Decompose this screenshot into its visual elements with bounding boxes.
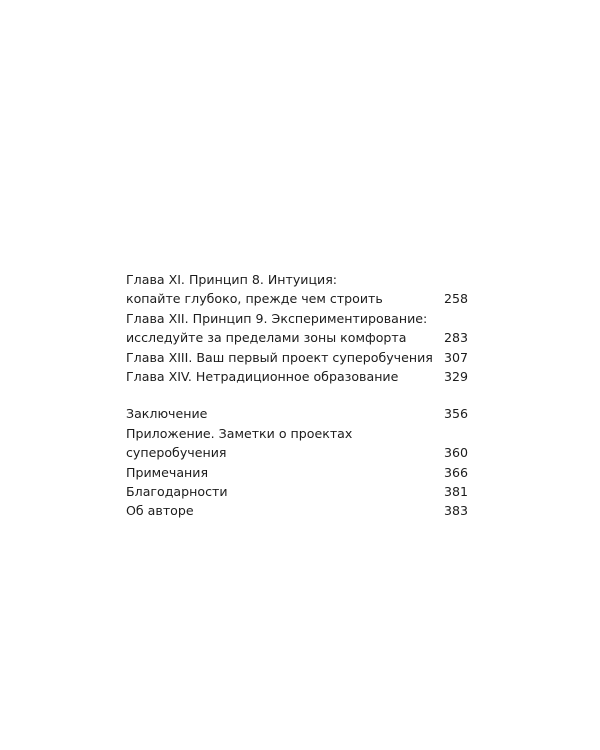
- toc-entry-title: исследуйте за пределами зоны комфорта: [126, 330, 407, 346]
- toc-entry: [126, 367, 468, 386]
- toc-entry: [126, 404, 468, 423]
- toc-entry-page: 383: [443, 503, 468, 519]
- toc-entry: [126, 309, 468, 328]
- toc-entry-page: 366: [443, 464, 468, 480]
- toc-entry: [126, 270, 468, 289]
- toc-entry-title: Глава XII. Принцип 9. Экспериментирование:: [126, 310, 428, 326]
- toc-entry-page: 283: [443, 330, 468, 346]
- toc-entry-page: 356: [443, 406, 468, 422]
- toc-entry-title: Приложение. Заметки о проектах: [126, 425, 353, 441]
- toc-entry-title: Глава XIV. Нетрадиционное образование: [126, 368, 399, 384]
- toc-entry: [126, 328, 468, 347]
- section-spacer: [126, 386, 468, 404]
- toc-entry-page: 258: [443, 291, 468, 307]
- toc-entry: [126, 348, 468, 367]
- toc-entry-title: Глава XI. Принцип 8. Интуиция:: [126, 272, 338, 287]
- toc-entry-page: 307: [443, 349, 468, 365]
- toc-entry: [126, 443, 468, 462]
- toc-entry: [126, 424, 468, 443]
- toc-entry: [126, 482, 468, 501]
- toc-entry-page: 329: [443, 368, 468, 384]
- toc-entry-page: 360: [443, 445, 468, 461]
- toc-entry: [126, 501, 468, 520]
- table-of-contents: [126, 270, 468, 521]
- toc-entry-title: Примечания: [126, 464, 209, 480]
- toc-entry: [126, 463, 468, 482]
- toc-entry-title: Благодарности: [126, 483, 228, 499]
- toc-entry-page: 381: [443, 483, 468, 499]
- toc-entry-title: Глава XIII. Ваш первый проект суперобучения: [126, 349, 433, 365]
- toc-entry-title: копайте глубоко, прежде чем строить: [126, 291, 383, 307]
- toc-entry: [126, 289, 468, 308]
- toc-entry-title: суперобучения: [126, 445, 227, 461]
- toc-entry-title: Об авторе: [126, 503, 194, 519]
- toc-entry-title: Заключение: [126, 406, 208, 422]
